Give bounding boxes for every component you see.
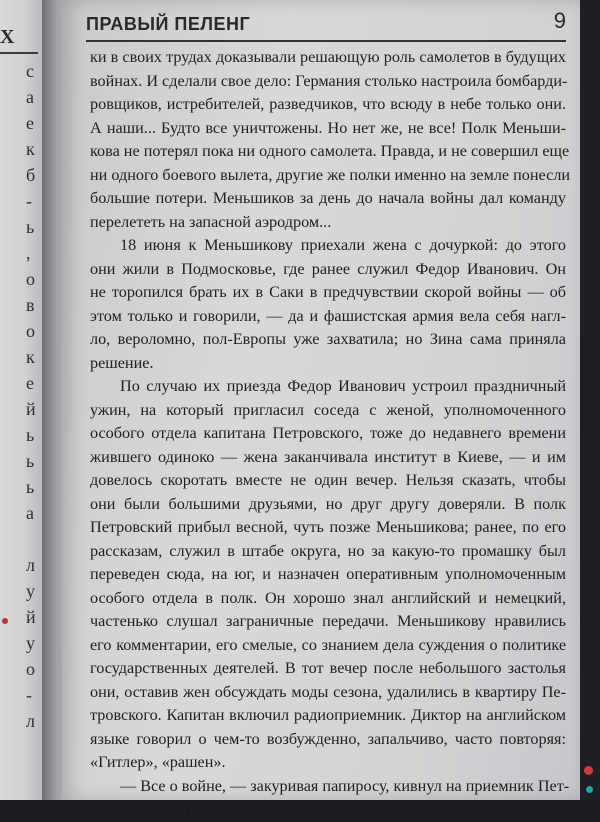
right-page	[62, 0, 580, 818]
left-letter: о	[26, 269, 35, 289]
body-text	[90, 46, 571, 822]
text-line: частенько слушал заграничные передачи. Меньшикову нравились	[90, 612, 566, 630]
text-line: языке говорил о чем-то возбужденно, запальчиво, часто повторяя:	[90, 729, 566, 748]
text-line: они были большими друзьями, но друг другу доверяли. В полк	[90, 494, 566, 513]
left-letter: в	[26, 295, 35, 315]
text-line: ровский. — Говорят, что Гитлер сосредоточил и развернул вдоль	[90, 800, 566, 818]
text-line: жившего одиноко — жена заканчивала институт в Киеве, — и им	[90, 447, 566, 466]
red-edge-dot	[2, 618, 8, 624]
left-page-heading: Х	[0, 26, 16, 48]
text-line: особого отдела капитана Петровского, тоже до недавнего времени	[90, 424, 566, 442]
text-line: «Гитлер», «рашен».	[90, 753, 226, 771]
text-line: они жили в Подмосковье, где ранее служил Федор Иванович. Он	[90, 259, 566, 278]
left-letter: -	[26, 685, 32, 705]
text-line: переведен сюда, на юг, и назначен оперативным уполномоченным	[90, 565, 566, 583]
left-letter: а	[26, 503, 34, 523]
text-line: решение.	[90, 353, 154, 372]
left-letter: о	[26, 659, 35, 679]
text-line: особого отдела в полк. Он хорошо знал английский и немецкий,	[90, 588, 566, 607]
text-line: ло, вероломно, пол-Европы уже захватила; но Зина сама приняла	[90, 330, 566, 348]
text-line: этом только и говорили, — да и фашистская армия вела себя нагл-	[90, 306, 566, 325]
left-letter: о	[26, 321, 35, 341]
text-line: А наши... Будто все уничтожены. Но нет же, не все! Полк Меньши-	[90, 118, 566, 137]
text-line: ки в своих трудах доказывали решающую роль самолетов в будущих	[90, 48, 566, 66]
text-line: ужин, на который пригласил соседа с женой, уполномоченного	[90, 400, 566, 419]
text-line: перелететь на запасной аэродром...	[90, 212, 332, 231]
left-letter: ,	[26, 243, 31, 263]
left-letter: к	[26, 139, 35, 159]
text-line: довелось скоротать вместе не один вечер. Нельзя сказать, чтобы	[90, 471, 566, 489]
header-rule	[86, 40, 566, 42]
text-line: рассказам, служил в штабе округа, но за какую-то промашку был	[90, 541, 566, 560]
text-line: ровщиков, истребителей, разведчиков, что всюду в небе только они.	[90, 95, 566, 113]
text-line: — Все о войне, — закуривая папиросу, кивнул на приемник Пет-	[120, 776, 570, 795]
left-page-rule	[0, 52, 38, 54]
left-letter: а	[26, 87, 34, 107]
left-letter: е	[26, 113, 34, 133]
left-letter: б	[26, 165, 36, 185]
text-line: ни одного боевого вылета, другие же полки именно на земле понесли	[90, 165, 571, 184]
red-corner-dot	[584, 766, 593, 775]
text-line: государственных деятелей. В тот вечер после небольшого застолья	[90, 659, 566, 677]
left-page-edge	[0, 0, 43, 800]
left-page-letters	[26, 58, 40, 734]
left-letter: у	[26, 581, 35, 601]
text-line: войнах. И сделали свое дело: Германия столько настроила бомбарди-	[90, 71, 568, 90]
left-letter: л	[26, 555, 35, 575]
left-letter: ь	[26, 425, 35, 445]
left-letter: е	[26, 373, 34, 393]
left-letter: й	[26, 399, 36, 419]
text-line: кова не потерял пока ни одного самолета. Правда, и не совершил еще	[90, 142, 570, 160]
text-line: не торопился брать их в Саки в предчувствии скорой войны — об	[90, 283, 566, 301]
left-letter: к	[26, 347, 35, 367]
running-title: ПРАВЫЙ ПЕЛЕНГ	[86, 14, 251, 34]
text-line: они, оставив жен обсуждать моды сезона, удалились в квартиру Пе-	[90, 682, 566, 701]
left-letter	[26, 526, 40, 552]
left-letter: ь	[26, 477, 35, 497]
left-letter: ь	[26, 451, 35, 471]
text-line: тровского. Капитан включил радиоприемник. Диктор на английском	[90, 706, 566, 724]
left-letter: л	[26, 711, 35, 731]
left-letter: -	[26, 191, 32, 211]
left-letter: й	[26, 607, 36, 627]
left-letter: у	[26, 633, 35, 653]
left-letter: с	[26, 61, 34, 81]
left-letter: ь	[26, 217, 35, 237]
text-line: большие потери. Меньшиков за день до начала войны дал команду	[90, 189, 566, 207]
page-header	[86, 8, 566, 38]
text-line: По случаю их приезда Федор Иванович устроил праздничный	[120, 377, 566, 395]
text-line: его комментарии, его смелые, со знанием дела суждения о политике	[90, 635, 566, 654]
teal-corner-dot	[586, 786, 593, 793]
text-line: 18 июня к Меньшикову приехали жена с дочуркой: до этого	[120, 236, 566, 254]
page-number: 9	[553, 8, 566, 33]
text-line: Петровский прибыл весной, чуть позже Меньшикова; ранее, по его	[90, 518, 566, 536]
